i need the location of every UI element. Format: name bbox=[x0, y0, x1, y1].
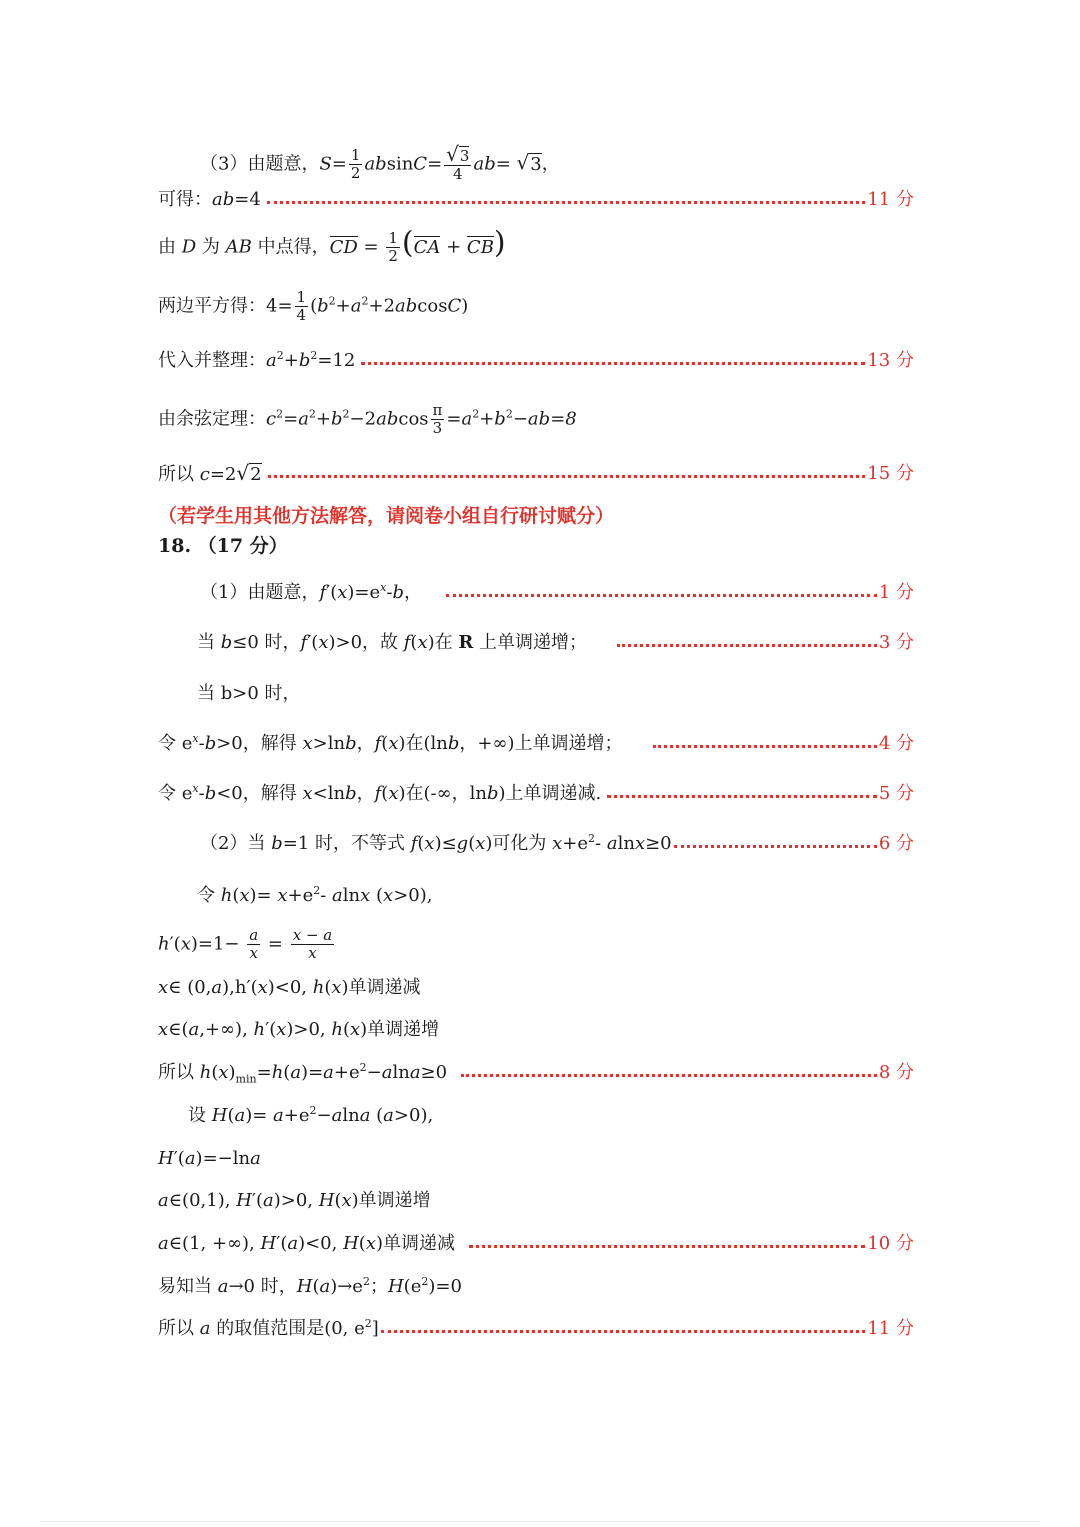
dotted-leader bbox=[653, 745, 877, 748]
h-increasing-text: x∈(a,+∞), h′(x)>0, h(x)单调递增 bbox=[158, 1019, 440, 1040]
H-increasing-text: a∈(0,1), H′(a)>0, H(x)单调递增 bbox=[158, 1190, 431, 1211]
score-5: 5 分 bbox=[878, 783, 914, 804]
q18-line-define-h bbox=[197, 885, 914, 907]
part3-line-result bbox=[158, 462, 914, 486]
case-text: 当 b≤0 时，f′(x)>0，故 f(x)在 R 上单调递增； bbox=[197, 632, 588, 653]
vector-equation: 由 D 为 AB 中点得，CD = $\frac{1}{2}$ (CA + CB) bbox=[158, 225, 506, 265]
q18-line-increasing bbox=[158, 733, 914, 755]
q18-line-range bbox=[158, 1318, 914, 1340]
q18-line-define-H bbox=[188, 1105, 914, 1127]
score-15: 15 分 bbox=[867, 463, 914, 484]
derivative-text: （1）由题意，$f'(x)=e^x-b$， bbox=[200, 581, 422, 603]
ab-equation: 可得：ab=4 bbox=[158, 189, 261, 210]
limit-text: 易知当 a→0 时，$H(a)\to e^2$；$H(e^2)=0$ bbox=[158, 1275, 462, 1297]
q18-line-h-increasing bbox=[158, 1019, 914, 1041]
dotted-leader bbox=[267, 201, 866, 204]
square-equation: 两边平方得：4= $\frac{1}{4}$ $(b^2+a^2+2abcosC)$ bbox=[158, 288, 469, 324]
q18-line-part2 bbox=[200, 833, 914, 855]
score-11: 11 分 bbox=[867, 1318, 914, 1339]
q18-line-decreasing bbox=[158, 783, 914, 805]
q18-line-case-b-positive bbox=[197, 683, 914, 705]
score-3: 3 分 bbox=[878, 632, 914, 653]
score-13: 13 分 bbox=[867, 350, 914, 371]
dotted-leader bbox=[461, 1074, 877, 1077]
part3-line-square bbox=[158, 289, 914, 324]
define-H-text: 设 $H(a)= a+e^2-alna$ (a>0), bbox=[188, 1104, 434, 1126]
part3-area-text: （3）由题意，S= $\frac{1}{2}$ absinC= $\frac{√3}{4}$ ab= √3， bbox=[200, 142, 560, 183]
decreasing-text: 令 $e^x-b<0$，解得 x<lnb，f(x)在(-∞，lnb)上单调递减. bbox=[158, 782, 602, 804]
range-text: 所以 a 的取值范围是(0, $e^2$] bbox=[158, 1317, 379, 1339]
score-8: 8 分 bbox=[878, 1062, 914, 1083]
cosine-equation: 由余弦定理：$c^2=a^2+b^2-2abcos$ $\frac{\pi}{3}$ $=a^2+b^2-ab=8$ bbox=[158, 401, 577, 437]
score-10: 10 分 bbox=[867, 1233, 914, 1254]
q18-line-H-derivative bbox=[158, 1148, 914, 1170]
score-11: 11 分 bbox=[867, 189, 914, 210]
increasing-text: 令 $e^x-b>0$，解得 x>lnb，f(x)在(lnb，+∞)上单调递增； bbox=[158, 732, 623, 754]
q18-line-h-derivative bbox=[158, 927, 914, 962]
h-min-text: 所以 $h(x)_{min}=h(a)=a+e^2-alna\ge 0$ bbox=[158, 1061, 448, 1086]
q18-line-derivative bbox=[200, 582, 914, 604]
h-derivative-text: h′(x)=1− $\frac{a}{x}$ = $\frac{x - a}{x}$ bbox=[158, 926, 333, 962]
case-text: 当 b>0 时， bbox=[197, 683, 301, 704]
dotted-leader bbox=[446, 594, 877, 597]
part3-line-vector bbox=[158, 225, 914, 265]
score-4: 4 分 bbox=[878, 733, 914, 754]
q18-line-limit bbox=[158, 1276, 914, 1298]
dotted-leader bbox=[469, 1245, 865, 1248]
H-derivative-text: H′(a)=−lna bbox=[158, 1148, 261, 1169]
part2-text: （2）当 b=1 时，不等式 f(x)≤g(x)可化为 $x+e^2-$ alnx≥0 bbox=[200, 832, 672, 854]
part3-line-ab bbox=[158, 189, 914, 211]
dotted-leader bbox=[617, 644, 877, 647]
question-18-header: 18. （17 分） bbox=[158, 535, 288, 557]
dotted-leader bbox=[268, 475, 866, 478]
dotted-leader bbox=[381, 1330, 866, 1333]
dotted-leader bbox=[361, 362, 865, 365]
part3-line-cosine bbox=[158, 402, 914, 437]
score-6: 6 分 bbox=[878, 833, 914, 854]
h-decreasing-text: x∈ (0,a),h′(x)<0, h(x)单调递减 bbox=[158, 977, 421, 998]
q18-line-h-decreasing bbox=[158, 977, 914, 999]
grading-note: （若学生用其他方法解答，请阅卷小组自行研讨赋分） bbox=[158, 505, 615, 527]
score-1: 1 分 bbox=[878, 582, 914, 603]
page-bottom-edge bbox=[40, 1521, 1040, 1522]
dotted-leader bbox=[674, 845, 877, 848]
q18-line-h-min bbox=[158, 1062, 914, 1084]
H-decreasing-text: a∈(1, +∞), H′(a)<0, H(x)单调递减 bbox=[158, 1233, 455, 1254]
result-equation: 所以 c=2√2 bbox=[158, 461, 262, 485]
part3-line-substitute bbox=[158, 350, 914, 372]
q18-line-H-increasing bbox=[158, 1190, 914, 1212]
q18-line-H-decreasing bbox=[158, 1233, 914, 1255]
dotted-leader bbox=[607, 795, 877, 798]
q18-line-case-b-nonpositive bbox=[197, 632, 914, 654]
part3-line-area bbox=[200, 142, 914, 183]
substitute-equation: 代入并整理：$a^2+b^2=12$ bbox=[158, 349, 356, 371]
define-h-text: 令 $h(x)= x+e^2-$ alnx (x>0), bbox=[197, 884, 433, 906]
